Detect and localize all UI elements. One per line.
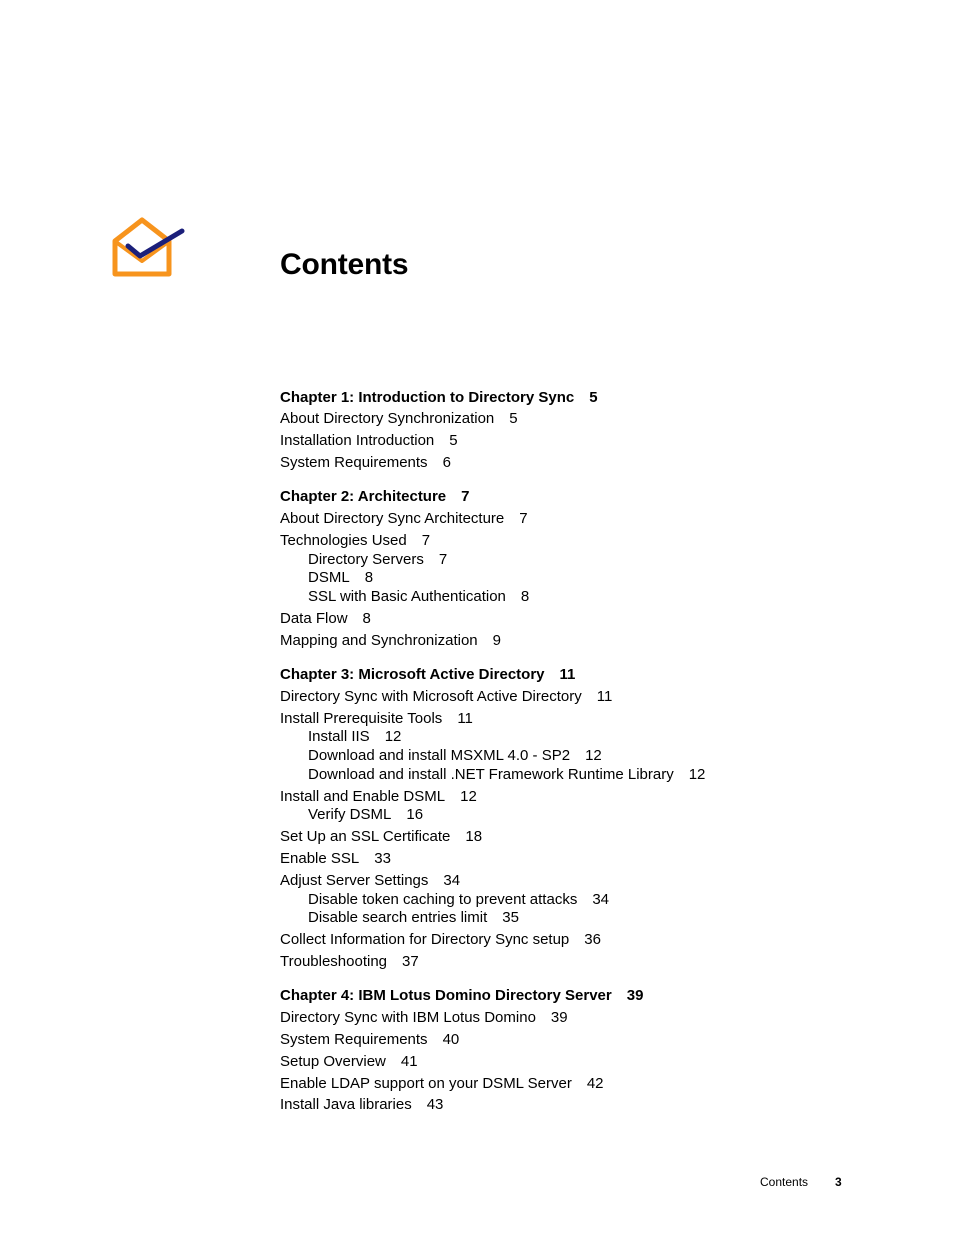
toc-chapter-1[interactable] [280, 389, 598, 407]
toc-subentry[interactable] [308, 766, 705, 784]
toc-label: Install and Enable DSML [280, 788, 446, 805]
toc-label: Setup Overview [280, 1053, 386, 1070]
toc-page: 12 [688, 766, 706, 783]
toc-subentry[interactable] [308, 551, 447, 569]
toc-label: SSL with Basic Authentication [308, 588, 506, 605]
toc-label: Install Prerequisite Tools [280, 710, 443, 727]
toc-entry[interactable] [280, 788, 477, 806]
toc-page: 5 [509, 410, 518, 427]
toc-page: 16 [406, 806, 424, 823]
toc-label: Data Flow [280, 610, 348, 627]
toc-label: Disable token caching to prevent attacks [308, 891, 578, 908]
toc-page: 11 [559, 666, 576, 683]
toc-label: Install Java libraries [280, 1096, 412, 1113]
toc-page: 39 [626, 987, 644, 1004]
toc-page: 12 [460, 788, 477, 805]
toc-label: Mapping and Synchronization [280, 632, 478, 649]
toc-label: System Requirements [280, 454, 428, 471]
toc-subentry[interactable] [308, 588, 529, 606]
toc-page: 42 [586, 1075, 604, 1092]
footer-section-label: Contents [760, 1175, 809, 1189]
toc-label: Disable search entries limit [308, 909, 488, 926]
toc-label: Enable SSL [280, 850, 360, 867]
toc-label: Chapter 1: Introduction to Directory Sync [280, 389, 575, 406]
toc-page: 40 [442, 1031, 460, 1048]
page-title: Contents [280, 248, 409, 281]
toc-label: Install IIS [308, 728, 370, 745]
toc-entry[interactable] [280, 1031, 459, 1049]
toc-page: 12 [384, 728, 402, 745]
toc-page: 8 [364, 569, 374, 586]
toc-label: Directory Sync with IBM Lotus Domino [280, 1009, 536, 1026]
toc-page: 12 [585, 747, 602, 764]
toc-entry[interactable] [280, 432, 458, 450]
toc-page: 39 [550, 1009, 568, 1026]
toc-label: Chapter 4: IBM Lotus Domino Directory Server [280, 987, 612, 1004]
toc-entry[interactable] [280, 688, 612, 706]
toc-chapter-2[interactable] [280, 488, 470, 506]
toc-page: 18 [465, 828, 483, 845]
toc-page: 6 [442, 454, 451, 471]
toc-page: 33 [374, 850, 391, 867]
toc-label: Adjust Server Settings [280, 872, 429, 889]
toc-entry[interactable] [280, 710, 473, 728]
toc-entry[interactable] [280, 850, 391, 868]
toc-page: 36 [584, 931, 601, 948]
toc-page: 11 [596, 688, 613, 705]
toc-label: Chapter 3: Microsoft Active Directory [280, 666, 545, 683]
toc-page: 34 [592, 891, 610, 908]
toc-label: Chapter 2: Architecture [280, 488, 447, 505]
toc-page: 37 [402, 953, 419, 970]
toc-entry[interactable] [280, 1075, 604, 1093]
toc-entry[interactable] [280, 532, 430, 550]
toc-page: 7 [519, 510, 528, 527]
toc-label: DSML [308, 569, 350, 586]
toc-label: Installation Introduction [280, 432, 435, 449]
page-footer [760, 1174, 842, 1190]
footer-page-number: 3 [835, 1175, 842, 1189]
toc-entry[interactable] [280, 872, 460, 890]
toc-page: 9 [492, 632, 501, 649]
toc-subentry[interactable] [308, 891, 609, 909]
toc-page: 5 [449, 432, 458, 449]
toc-subentry[interactable] [308, 728, 401, 746]
toc-entry[interactable] [280, 410, 518, 428]
toc-entry[interactable] [280, 953, 419, 971]
toc-subentry[interactable] [308, 806, 423, 824]
toc-label: Directory Servers [308, 551, 424, 568]
toc-page: 8 [362, 610, 371, 627]
toc-page: 41 [400, 1053, 418, 1070]
toc-entry[interactable] [280, 828, 482, 846]
toc-subentry[interactable] [308, 909, 519, 927]
toc-label: Download and install MSXML 4.0 - SP2 [308, 747, 571, 764]
envelope-check-logo-icon [110, 214, 186, 280]
toc-label: Collect Information for Directory Sync setup [280, 931, 570, 948]
toc-entry[interactable] [280, 1096, 443, 1114]
toc-label: Download and install .NET Framework Runtime Library [308, 766, 674, 783]
toc-subentry[interactable] [308, 569, 373, 587]
toc-label: About Directory Synchronization [280, 410, 495, 427]
toc-entry[interactable] [280, 632, 501, 650]
toc-chapter-4[interactable] [280, 987, 643, 1005]
toc-label: Directory Sync with Microsoft Active Directory [280, 688, 582, 705]
toc-page: 35 [502, 909, 519, 926]
toc-page: 11 [457, 710, 473, 727]
toc-page: 7 [438, 551, 448, 568]
toc-page: 7 [461, 488, 470, 505]
toc-entry[interactable] [280, 1053, 418, 1071]
toc-label: Enable LDAP support on your DSML Server [280, 1075, 572, 1092]
toc-entry[interactable] [280, 931, 601, 949]
toc-entry[interactable] [280, 610, 371, 628]
toc-page: 5 [589, 389, 598, 406]
toc-label: Troubleshooting [280, 953, 388, 970]
toc-entry[interactable] [280, 510, 528, 528]
toc-subentry[interactable] [308, 747, 602, 765]
toc-page: 8 [520, 588, 530, 605]
toc-page: 7 [421, 532, 431, 549]
toc-entry[interactable] [280, 454, 451, 472]
toc-label: About Directory Sync Architecture [280, 510, 505, 527]
toc-label: System Requirements [280, 1031, 428, 1048]
toc-label: Technologies Used [280, 532, 407, 549]
toc-entry[interactable] [280, 1009, 568, 1027]
toc-page: 43 [426, 1096, 444, 1113]
toc-label: Verify DSML [308, 806, 392, 823]
toc-page: 34 [443, 872, 461, 889]
toc-label: Set Up an SSL Certificate [280, 828, 451, 845]
toc-chapter-3[interactable] [280, 666, 575, 684]
